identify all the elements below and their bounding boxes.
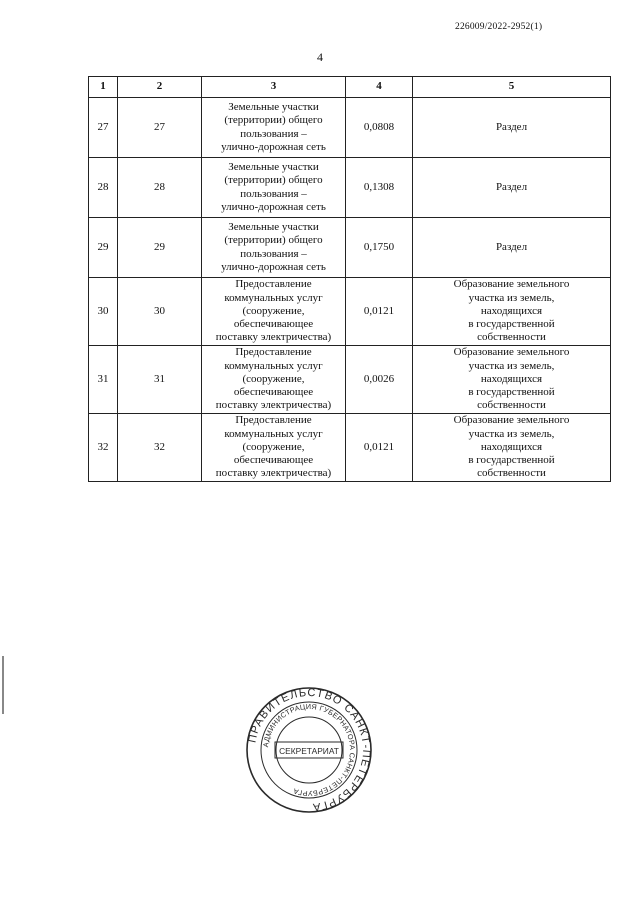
cell-area: 0,0121: [346, 278, 413, 346]
table-body: [89, 98, 611, 482]
cell-text-line: собственности: [477, 467, 546, 480]
cell-text-line: участка из земель,: [468, 359, 555, 372]
cell-usage-type: [202, 346, 346, 414]
stamp-outer-text: ПРАВИТЕЛЬСТВО САНКТ-ПЕТЕРБУРГА: [246, 686, 373, 814]
cell-row-number: 30: [89, 278, 118, 346]
cell-row-number: 28: [89, 158, 118, 218]
cell-row-number: 29: [89, 218, 118, 278]
cell-text-line: улично-дорожная сеть: [221, 260, 326, 273]
cell-text-line: Раздел: [495, 180, 528, 193]
cell-usage-type: [202, 278, 346, 346]
cell-text-line: Предоставление: [235, 278, 312, 291]
cell-usage-type: [202, 98, 346, 158]
cell-text-line: в государственной: [468, 386, 555, 399]
page-number: 4: [317, 50, 323, 64]
cell-formation-method: [413, 158, 611, 218]
cell-text-line: обеспечивающее: [233, 386, 314, 399]
cell-text-line: участка из земель,: [468, 427, 555, 440]
cell-text-line: коммунальных услуг: [224, 427, 323, 440]
cell-text-line: в государственной: [468, 454, 555, 467]
cell-text-line: (сооружение,: [242, 372, 305, 385]
cell-text-line: Земельные участки: [228, 221, 319, 234]
cell-text-line: Образование земельного: [453, 278, 570, 291]
cell-usage-type: [202, 414, 346, 482]
cell-text-line: Образование земельного: [453, 414, 570, 427]
table-row: [89, 158, 611, 218]
cell-usage-type: [202, 218, 346, 278]
cell-area: 0,1308: [346, 158, 413, 218]
cell-text-line: Предоставление: [235, 346, 312, 359]
cell-text-line: пользования –: [240, 247, 307, 260]
cell-text-line: улично-дорожная сеть: [221, 140, 326, 153]
cell-text-line: поставку электричества): [215, 467, 332, 480]
cell-formation-method: [413, 414, 611, 482]
cell-text-line: поставку электричества): [215, 331, 332, 344]
secretariat-seal-stamp: [245, 686, 373, 814]
table-row: [89, 218, 611, 278]
cell-text-line: пользования –: [240, 187, 307, 200]
cell-plot-number: 29: [118, 218, 202, 278]
cell-text-line: Земельные участки: [228, 161, 319, 174]
stamp-center-text: СЕКРЕТАРИАТ: [279, 746, 339, 756]
column-header: 1: [89, 77, 118, 98]
column-header: 2: [118, 77, 202, 98]
table-header-row: [89, 77, 611, 98]
cell-text-line: в государственной: [468, 318, 555, 331]
cell-text-line: пользования –: [240, 127, 307, 140]
cell-text-line: находящихся: [480, 372, 543, 385]
margin-scan-mark: [2, 656, 4, 714]
cell-area: 0,1750: [346, 218, 413, 278]
cell-formation-method: [413, 278, 611, 346]
cell-row-number: 27: [89, 98, 118, 158]
cell-area: 0,0121: [346, 414, 413, 482]
cell-text-line: (сооружение,: [242, 440, 305, 453]
cell-text-line: обеспечивающее: [233, 454, 314, 467]
table-row: [89, 98, 611, 158]
cell-text-line: (территории) общего: [224, 114, 323, 127]
cell-text-line: Раздел: [495, 120, 528, 133]
table-row: [89, 414, 611, 482]
column-header: 3: [202, 77, 346, 98]
stamp-inner-text: АДМИНИСТРАЦИЯ ГУБЕРНАТОРА САНКТ-ПЕТЕРБУРГА: [261, 701, 358, 799]
table-row: [89, 278, 611, 346]
cell-text-line: собственности: [477, 399, 546, 412]
cell-area: 0,0808: [346, 98, 413, 158]
cell-text-line: коммунальных услуг: [224, 291, 323, 304]
cell-text-line: находящихся: [480, 304, 543, 317]
cell-text-line: коммунальных услуг: [224, 359, 323, 372]
cell-plot-number: 28: [118, 158, 202, 218]
document-registration-number: 226009/2022-2952(1): [455, 22, 543, 32]
cell-row-number: 31: [89, 346, 118, 414]
cell-text-line: улично-дорожная сеть: [221, 200, 326, 213]
cell-plot-number: 27: [118, 98, 202, 158]
cell-plot-number: 32: [118, 414, 202, 482]
cell-text-line: находящихся: [480, 440, 543, 453]
cell-text-line: собственности: [477, 331, 546, 344]
cell-area: 0,0026: [346, 346, 413, 414]
cell-formation-method: [413, 98, 611, 158]
cell-text-line: участка из земель,: [468, 291, 555, 304]
cell-text-line: обеспечивающее: [233, 318, 314, 331]
cell-text-line: Образование земельного: [453, 346, 570, 359]
column-header: 5: [413, 77, 611, 98]
cell-plot-number: 30: [118, 278, 202, 346]
cell-text-line: (сооружение,: [242, 304, 305, 317]
cell-formation-method: [413, 218, 611, 278]
cell-text-line: Раздел: [495, 240, 528, 253]
cell-text-line: Земельные участки: [228, 101, 319, 114]
cell-formation-method: [413, 346, 611, 414]
cell-text-line: (территории) общего: [224, 174, 323, 187]
cell-plot-number: 31: [118, 346, 202, 414]
cell-text-line: поставку электричества): [215, 399, 332, 412]
cell-usage-type: [202, 158, 346, 218]
table-row: [89, 346, 611, 414]
column-header: 4: [346, 77, 413, 98]
cell-row-number: 32: [89, 414, 118, 482]
cell-text-line: Предоставление: [235, 414, 312, 427]
land-plot-table: [88, 76, 611, 482]
cell-text-line: (территории) общего: [224, 234, 323, 247]
